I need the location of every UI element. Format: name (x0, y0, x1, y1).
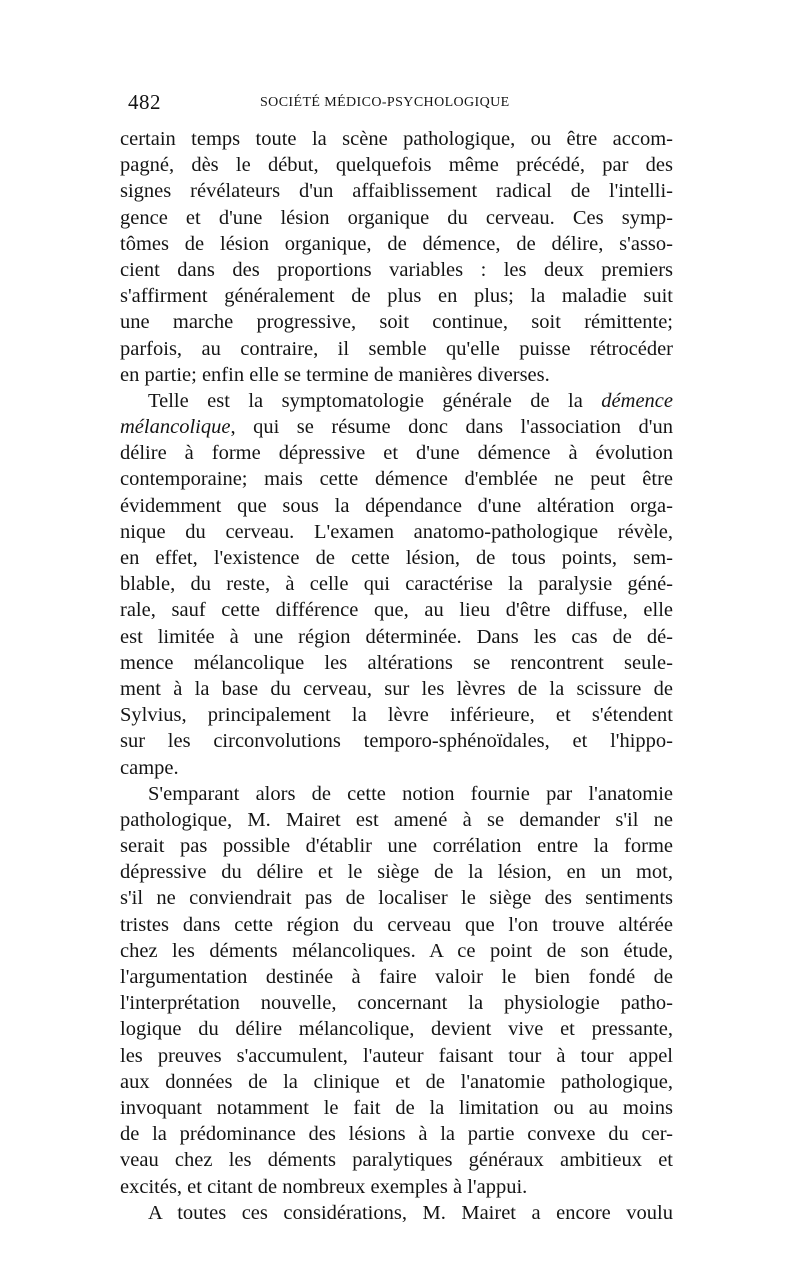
text-line: de la prédominance des lésions à la partie convexe du cer- (120, 1123, 673, 1146)
text-line: s'il ne conviendrait pas de localiser le siège des sentiments (120, 887, 673, 910)
text-line: Sylvius, principalement la lèvre inférieure, et s'étendent (120, 704, 673, 727)
body-text (120, 126, 673, 1226)
text-line: chez les déments mélancoliques. A ce point de son étude, (120, 939, 673, 962)
text-line: les preuves s'accumulent, l'auteur faisant tour à tour appel (120, 1044, 673, 1067)
text-line: ment à la base du cerveau, sur les lèvres de la scissure de (120, 677, 673, 700)
text-line: contemporaine; mais cette démence d'emblée ne peut être (120, 468, 673, 491)
text-line: mence mélancolique les altérations se rencontrent seule- (120, 651, 673, 674)
italic-term: mélancolique (120, 416, 231, 439)
text-line: pathologique, M. Mairet est amené à se demander s'il ne (120, 808, 673, 831)
page-header (128, 90, 673, 116)
paragraph-start-line: Telle est la symptomatologie générale de la démence (148, 389, 673, 412)
running-title: SOCIÉTÉ MÉDICO-PSYCHOLOGIQUE (260, 95, 510, 110)
text-line: sur les circonvolutions temporo-sphénoïdales, et l'hippo- (120, 730, 673, 753)
text-line: est limitée à une région déterminée. Dans les cas de dé- (120, 625, 673, 648)
text-line: cient dans des proportions variables : les deux premiers (120, 258, 673, 281)
text-line: certain temps toute la scène pathologique, ou être accom- (120, 128, 673, 150)
text-line: nique du cerveau. L'examen anatomo-pathologique révèle, (120, 520, 673, 543)
text-line: signes révélateurs d'un affaiblissement radical de l'intelli- (120, 180, 673, 203)
text-line: veau chez les déments paralytiques généraux ambitieux et (120, 1149, 673, 1172)
text-line: campe. (120, 756, 179, 779)
page-number: 482 (128, 90, 161, 114)
text-line: une marche progressive, soit continue, soit rémittente; (120, 311, 673, 334)
text-line: aux données de la clinique et de l'anatomie pathologique, (120, 1070, 673, 1093)
italic-term: démence (601, 389, 673, 412)
text-line: en partie; enfin elle se termine de manières diverses. (120, 363, 550, 386)
text-line: l'interprétation nouvelle, concernant la physiologie patho- (120, 992, 673, 1015)
text-line: l'argumentation destinée à faire valoir le bien fondé de (120, 966, 673, 988)
text-line: s'affirment généralement de plus en plus; la maladie suit (120, 285, 673, 308)
text-line: invoquant notamment le fait de la limitation ou au moins (120, 1096, 673, 1119)
paragraph-start-line: S'emparant alors de cette notion fournie par l'anatomie (148, 782, 673, 805)
text-line: en effet, l'existence de cette lésion, de tous points, sem- (120, 547, 673, 569)
paragraph-start-line: A toutes ces considérations, M. Mairet a encore voulu (148, 1201, 673, 1224)
text-line: pagné, dès le début, quelquefois même précédé, par des (120, 154, 673, 177)
text-line: parfois, au contraire, il semble qu'elle puisse rétrocéder (120, 337, 673, 360)
text-line: serait pas possible d'établir une corrélation entre la forme (120, 835, 673, 858)
text-line: tômes de lésion organique, de démence, de délire, s'asso- (120, 232, 673, 255)
text-line: délire à forme dépressive et d'une démence à évolution (120, 442, 673, 465)
text-line: évidemment que sous la dépendance d'une altération orga- (120, 494, 673, 517)
text-line: logique du délire mélancolique, devient vive et pressante, (120, 1018, 673, 1041)
text-line: excités, et citant de nombreux exemples à l'appui. (120, 1175, 528, 1198)
text-line: rale, sauf cette différence que, au lieu d'être diffuse, elle (120, 599, 673, 622)
text-line: gence et d'une lésion organique du cerveau. Ces symp- (120, 206, 673, 229)
text-line: tristes dans cette région du cerveau que l'on trouve altérée (120, 913, 673, 936)
text-line: mélancolique, qui se résume donc dans l'association d'un (120, 416, 673, 439)
text-line: dépressive du délire et le siège de la lésion, en un mot, (120, 861, 673, 884)
text-line: blable, du reste, à celle qui caractérise la paralysie géné- (120, 573, 673, 596)
